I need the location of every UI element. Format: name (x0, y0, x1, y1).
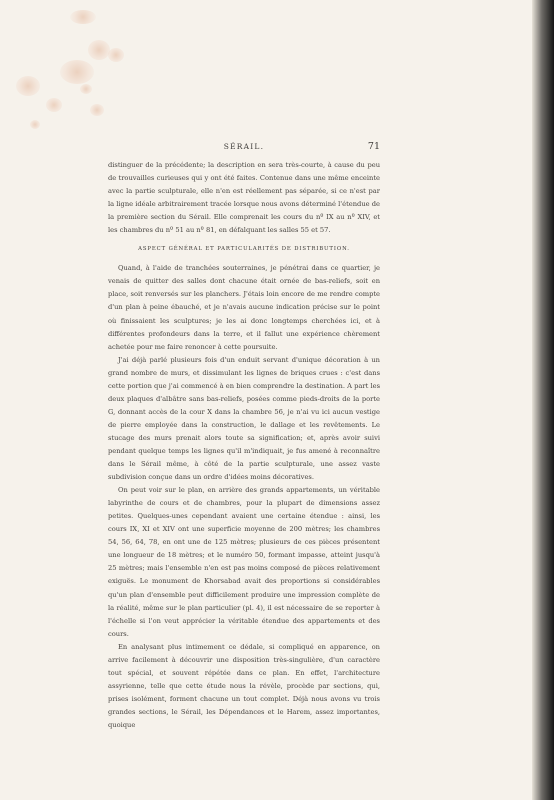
book-binding-edge (532, 0, 554, 800)
foxing-stain (70, 10, 96, 24)
foxing-stain (16, 76, 40, 96)
page-header (108, 142, 380, 156)
body-text (108, 159, 380, 732)
page-number: 71 (367, 141, 380, 152)
paragraph: On peut voir sur le plan, en arrière des grands appartements, un véritable labyrinthe de cours et de chambres, pour la plupart de dimensions assez petites. Quelques-unes cependant avaient une certaine étendue : ainsi, les cours IX, XI et XIV ont une superficie moyenne de 200 mètres; les chambres 54, 56, 64, 78, en ont une de 125 mètres; plusieurs de ces pièces présentent une longueur de 18 mètres; et le numéro 50, formant impasse, atteint jusqu'à 25 mètres; mais l'ensemble n'en est pas moins composé de pièces relativement exiguës. Le monument de Khorsabad avait des proportions si considérables qu'un plan d'ensemble peut difficilement produire une impression complète de la réalité, même sur le plan particulier (pl. 4), il est nécessaire de se reporter à l'échelle si l'on veut apprécier la véritable étendue des appartements et des cours. (108, 486, 380, 638)
paragraph: En analysant plus intimement ce dédale, si compliqué en apparence, on arrive facilement à découvrir une disposition très-singulière, d'un caractère tout spécial, et souvent répétée dans ce plan. En effet, l'architecture assyrienne, telle que cette étude nous la révèle, procède par sections, qui, prises isolément, forment chacune un tout complet. Déjà nous avons vu trois grandes sections, le Sérail, les Dépendances et le Harem, assez importantes, quoique (108, 642, 380, 729)
paragraph: J'ai déjà parlé plusieurs fois d'un enduit servant d'unique décoration à un grand nombre de murs, et dissimulant les lignes de briques crues : c'est dans cette portion que j'ai commencé à en bien comprendre la destination. A part les deux plaques d'albâtre sans bas-reliefs, posées comme pieds-droits de la porte G, donnant accès de la cour X dans la chambre 56, je n'ai vu ici aucun vestige de pierre employée dans la construction, le dallage et les revêtements. Le stucage des murs prenait alors toute sa signification; et, après avoir suivi pendant quelque temps les lignes qu'il m'indiquait, je fus amené à reconnaître dans le Sérail même, à côté de la partie sculpturale, une assez vaste subdivision conçue dans un ordre d'idées moins décoratives. (108, 355, 380, 482)
paragraph: Quand, à l'aide de tranchées souterraines, je pénétrai dans ce quartier, je venais de quitter des salles dont chacune était ornée de bas-reliefs, soit en place, soit renversés sur les planchers. J'étais loin encore de me rendre compte d'un plan à peine ébauché, et je n'avais aucune indication précise sur le point où finissaient les sculptures; je les ai donc longtemps cherchées ici, et à différentes profondeurs dans la terre, et il fallut une expérience chèrement achetée pour me faire renoncer à cette poursuite. (108, 264, 380, 351)
running-head: SÉRAIL. (223, 142, 265, 151)
section-heading: ASPECT GÉNÉRAL ET PARTICULARITÉS DE DISTRIBUTION. (138, 246, 350, 253)
foxing-stain (88, 40, 110, 60)
foxing-stain (80, 84, 92, 94)
foxing-stain (90, 104, 104, 116)
foxing-stain (108, 48, 124, 62)
foxing-stain (30, 120, 40, 129)
paragraph: distinguer de la précédente; la description en sera très-courte, à cause du peu de trouvailles curieuses qui y ont été faites. Contenue dans une même enceinte avec la partie sculpturale, elle n'en est réellement pas séparée, si ce n'est par la ligne idéale arbitrairement tracée lorsque nous avons déterminé l'étendue de la première section du Sérail. Elle comprenait les cours du nº IX au nº XIV, et les chambres du nº 51 au nº 81, en défalquant les salles 55 et 57. (108, 161, 380, 235)
foxing-stain (60, 60, 94, 84)
foxing-stain (46, 98, 62, 112)
